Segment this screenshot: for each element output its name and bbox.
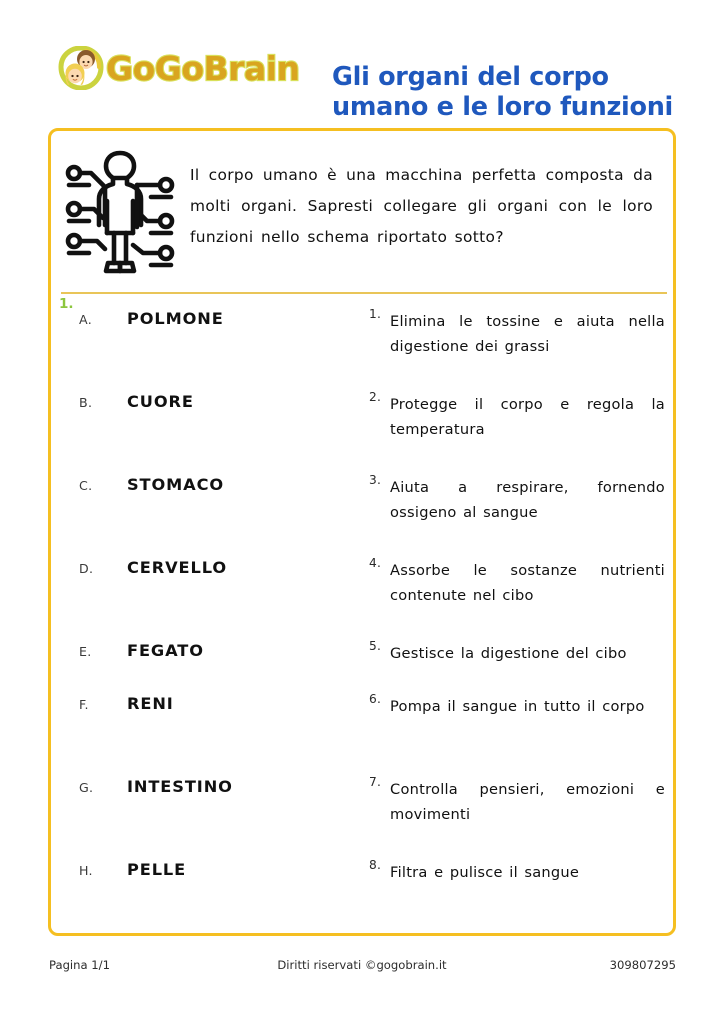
footer-page-number: Pagina 1/1 xyxy=(49,958,110,972)
page-title xyxy=(332,63,692,123)
function-row[interactable] xyxy=(369,475,665,526)
organ-row[interactable] xyxy=(79,475,369,494)
page-title-line-2: umano e le loro funzioni xyxy=(332,91,673,122)
organ-name: CUORE xyxy=(127,392,194,411)
organ-letter: D. xyxy=(79,561,94,576)
function-row[interactable] xyxy=(369,641,665,666)
function-text: Pompa il sangue in tutto il corpo xyxy=(390,698,645,715)
organ-row[interactable] xyxy=(79,641,369,660)
function-number: 3. xyxy=(369,473,382,487)
organ-row[interactable] xyxy=(79,860,369,879)
function-row[interactable] xyxy=(369,558,665,609)
function-text: Elimina le tossine e aiuta nella digestione dei grassi xyxy=(390,313,665,356)
brand-wordmark: GoGoBrain xyxy=(106,48,300,88)
brand-logo xyxy=(58,44,300,92)
function-text: Assorbe le sostanze nutrienti contenute nel cibo xyxy=(390,562,665,605)
human-body-connections-icon xyxy=(61,141,179,279)
organ-row[interactable] xyxy=(79,558,369,577)
organ-name: RENI xyxy=(127,694,174,713)
function-number: 7. xyxy=(369,775,382,789)
question-number: 1. xyxy=(59,296,74,312)
function-row[interactable] xyxy=(369,309,665,360)
organ-row[interactable] xyxy=(79,777,369,796)
page-footer xyxy=(0,958,724,980)
function-row[interactable] xyxy=(369,392,665,443)
function-number: 4. xyxy=(369,556,382,570)
function-row[interactable] xyxy=(369,694,665,719)
organ-row[interactable] xyxy=(79,309,369,328)
function-text: Aiuta a respirare, fornendo ossigeno al sangue xyxy=(390,479,665,522)
organ-letter: B. xyxy=(79,395,93,410)
function-row[interactable] xyxy=(369,777,665,828)
organ-letter: C. xyxy=(79,478,93,493)
organ-letter: H. xyxy=(79,863,93,878)
function-number: 1. xyxy=(369,307,382,321)
function-number: 2. xyxy=(369,390,382,404)
organ-row[interactable] xyxy=(79,392,369,411)
page-title-line-1: Gli organi del corpo xyxy=(332,62,609,93)
gogobrain-kids-logo-icon xyxy=(58,46,104,90)
organ-row[interactable] xyxy=(79,694,369,713)
organ-name: FEGATO xyxy=(127,641,204,660)
function-number: 8. xyxy=(369,858,382,872)
intro-block xyxy=(51,131,673,291)
function-number: 5. xyxy=(369,639,382,653)
page-header xyxy=(0,30,724,122)
footer-rights: Diritti riservati ©gogobrain.it xyxy=(277,958,447,972)
organ-letter: G. xyxy=(79,780,94,795)
function-text: Protegge il corpo e regola la temperatura xyxy=(390,396,665,439)
function-text: Gestisce la digestione del cibo xyxy=(390,645,627,662)
function-number: 6. xyxy=(369,692,382,706)
footer-code: 309807295 xyxy=(609,958,676,972)
organ-letter: F. xyxy=(79,697,89,712)
function-text: Filtra e pulisce il sangue xyxy=(390,864,580,881)
intro-text: Il corpo umano è una macchina perfetta composta da molti organi. Sapresti collegare gli organi con le loro funzioni nello schema riportato sotto? xyxy=(190,166,653,247)
organ-letter: A. xyxy=(79,312,92,327)
function-row[interactable] xyxy=(369,860,665,885)
organ-name: POLMONE xyxy=(127,309,224,328)
organ-name: PELLE xyxy=(127,860,187,879)
organ-letter: E. xyxy=(79,644,92,659)
section-divider xyxy=(61,292,667,294)
organ-name: INTESTINO xyxy=(127,777,233,796)
organ-name: STOMACO xyxy=(127,475,225,494)
worksheet-card xyxy=(48,128,676,936)
function-text: Controlla pensieri, emozioni e movimenti xyxy=(390,781,665,824)
organ-name: CERVELLO xyxy=(127,558,228,577)
